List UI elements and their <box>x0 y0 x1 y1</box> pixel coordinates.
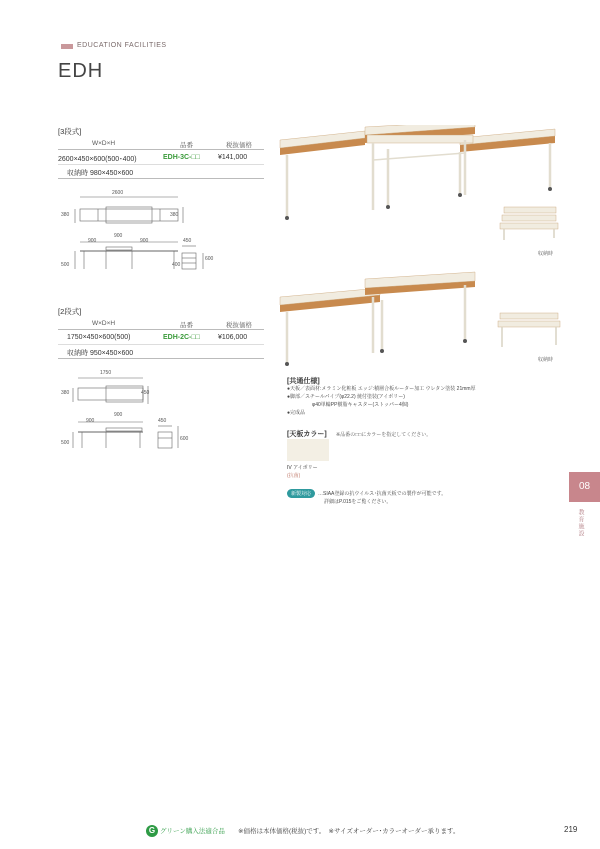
badge-line-1: …SIAA登録の抗ウイルス･抗菌天板での製作が可能です。 <box>318 491 447 497</box>
table1-rule-top <box>58 149 264 150</box>
dim1-top-w: 2600 <box>112 190 124 196</box>
spec-line-2: ●脚部／スチールパイプ(φ22.2) 焼付塗装(アイボリー) <box>287 394 405 400</box>
table2-col-code: 品番 <box>180 322 193 329</box>
table1-price: ¥141,000 <box>218 154 248 161</box>
dim1-front-w1: 900 <box>88 238 97 244</box>
dim1-side-h1: 400 <box>172 262 181 268</box>
dim2-front-w2: 900 <box>114 412 123 418</box>
spec-line-1: ●天板／表面材:メラミン化粧板 エッジ:積層合板ルーター加工 ウレタン塗装 21mm厚 <box>287 386 476 392</box>
table2-col-size: W×D×H <box>92 320 116 327</box>
product-photos <box>270 125 570 375</box>
badge-line-2: 詳細はP.015をご覧ください。 <box>324 499 392 505</box>
spec-line-3: φ40単輪PP樹脂キャスター(ストッパー4個) <box>312 402 409 408</box>
dim1-front-h: 500 <box>61 262 70 268</box>
table1-code: EDH-3C-□□ <box>163 154 200 161</box>
table2-col-price: 税抜価格 <box>226 322 252 329</box>
table2-price: ¥106,000 <box>218 334 248 341</box>
page-number: 219 <box>564 825 578 834</box>
dim1-front-w2: 900 <box>114 233 123 239</box>
table2-rule-top <box>58 329 264 330</box>
dim1-side-l: 380 <box>61 212 70 218</box>
table2-storage: 収納時 950×450×600 <box>67 350 134 357</box>
table2-kind: [2段式] <box>58 307 82 316</box>
footer-note: ※価格は本体価格(税抜)です。 ※サイズオーダー･カラーオーダー承ります。 <box>238 828 460 835</box>
table2-code: EDH-2C-□□ <box>163 334 200 341</box>
new-spec-badge: 新製対応 <box>287 489 315 498</box>
dim2-side-w: 450 <box>158 418 167 424</box>
color-sub: (抗菌) <box>287 473 301 479</box>
table1-rule-bottom <box>58 178 264 179</box>
dim1-side-w: 450 <box>183 238 192 244</box>
table1-col-size: W×D×H <box>92 140 116 147</box>
table1-size: 2600×450×600(500･400) <box>58 156 137 163</box>
bench-2step-stored-image <box>498 313 560 347</box>
bench-3step-image <box>280 125 555 220</box>
drawing-2step <box>58 366 218 456</box>
table1-col-code: 品番 <box>180 142 193 149</box>
dim2-front-w1: 900 <box>86 418 95 424</box>
table2-size: 1750×450×600(500) <box>67 334 131 341</box>
table2-rule-bottom <box>58 358 264 359</box>
bench-2step-image <box>280 272 475 366</box>
bench-3step-stored-image <box>500 207 558 240</box>
dim1-front-w3: 900 <box>140 238 149 244</box>
dim2-side-l: 380 <box>61 390 70 396</box>
page-title: EDH <box>58 60 104 82</box>
table1-rule-mid <box>58 164 264 165</box>
photo-caption-1: 収納時 <box>538 251 554 257</box>
green-purchase-label: グリーン購入法適合品 <box>160 828 225 835</box>
dim2-top-w: 1750 <box>100 370 112 376</box>
dim2-front-h: 500 <box>61 440 70 446</box>
drawing-3step <box>58 185 228 280</box>
table1-storage: 収納時 980×450×600 <box>67 170 134 177</box>
green-logo-icon: G <box>146 825 158 837</box>
photo-caption-2: 収納時 <box>538 357 554 363</box>
color-heading: [天板カラー] <box>287 431 327 438</box>
spec-heading: [共通仕様] <box>287 378 320 385</box>
chapter-tab[interactable]: 08 <box>569 472 600 502</box>
color-code-label: IV アイボリー <box>287 465 318 471</box>
table1-kind: [3段式] <box>58 127 82 136</box>
section-marker <box>61 44 73 49</box>
dim1-side-r: 380 <box>170 212 179 218</box>
spec-line-4: ●完成品 <box>287 410 306 416</box>
dim2-side-r: 450 <box>141 390 150 396</box>
dim1-side-h2: 600 <box>205 256 214 262</box>
table2-rule-mid <box>58 344 264 345</box>
section-label: EDUCATION FACILITIES <box>77 42 167 49</box>
color-note: ※品番の□□にカラーを指定してください。 <box>336 432 432 438</box>
dim2-side-h: 600 <box>180 436 189 442</box>
color-swatch-ivory <box>287 439 329 461</box>
table1-col-price: 税抜価格 <box>226 142 252 149</box>
chapter-label: 教育施設 <box>577 509 583 537</box>
